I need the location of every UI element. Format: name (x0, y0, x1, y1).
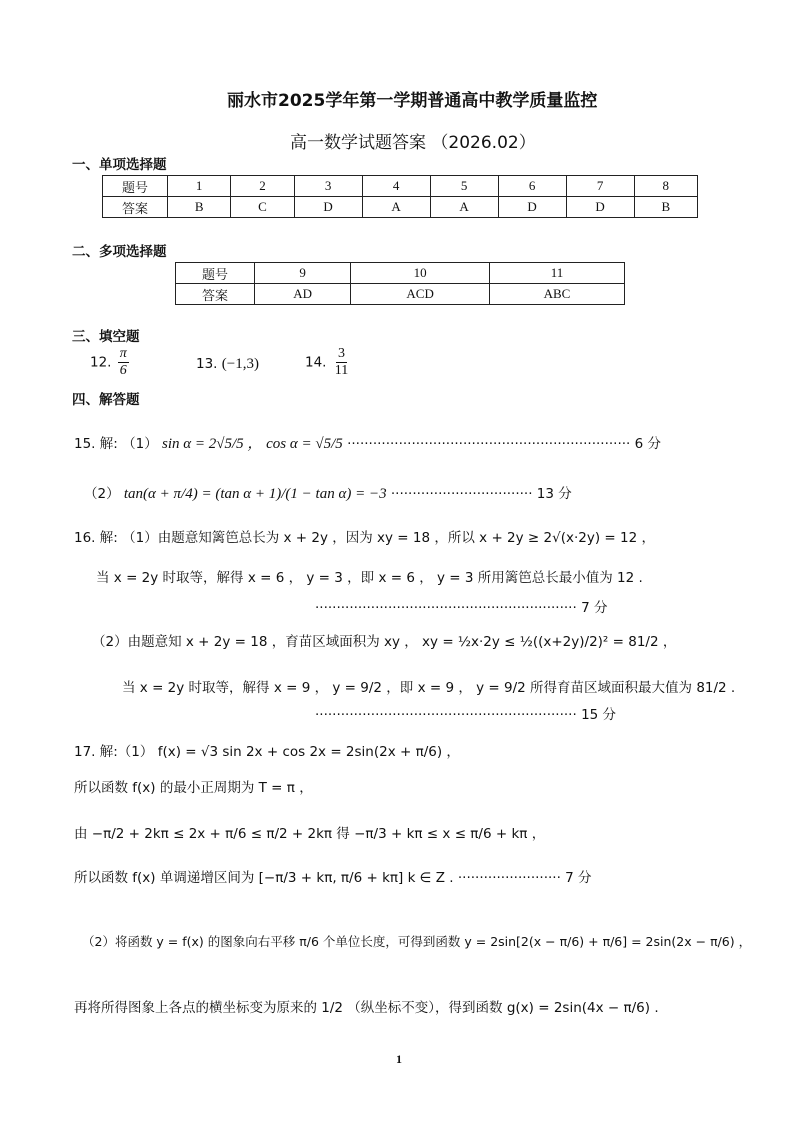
q17-line4 (74, 866, 592, 886)
numerator: 3 (338, 346, 346, 361)
answer-cell: C (231, 197, 294, 218)
score-dots: ························ (457, 870, 561, 886)
answer-cell: A (362, 197, 430, 218)
table-row (176, 284, 625, 305)
section-heading-multi-choice: 二、多项选择题 (72, 244, 167, 260)
question-number: 9 (255, 263, 351, 284)
row-label: 题号 (103, 176, 168, 197)
question-label: 12. (90, 354, 112, 371)
answer-cell: B (168, 197, 231, 218)
question-number: 8 (634, 176, 697, 197)
answer-cell: A (430, 197, 498, 218)
q15-line1 (74, 432, 661, 453)
q17-line1: 17. 解:（1） f(x) = √3 sin 2x + cos 2x = 2sin(2x + π/6) ， (74, 744, 460, 760)
question-number: 2 (231, 176, 294, 197)
answer-13 (196, 356, 259, 373)
page-number: 1 (396, 1052, 402, 1066)
question-number: 1 (168, 176, 231, 197)
math-expression: sin α = 2√5/5 ， cos α = √5/5 (162, 436, 343, 452)
answer-14 (305, 346, 352, 379)
question-label: 13. (196, 356, 218, 372)
denominator: 6 (119, 363, 127, 378)
q17-line6: 再将所得图象上各点的横坐标变为原来的 1/2 （纵坐标不变），得到函数 g(x) = 2sin(4x − π/6) . (74, 1000, 659, 1016)
q16-line1: 16. 解: （1）由题意知篱笆总长为 x + 2y ，因为 xy = 18 ，所以 x + 2y ≥ 2√(x·2y) = 12 ， (74, 530, 655, 546)
q16-line2: 当 x = 2y 时取等，解得 x = 6 ， y = 3 ，即 x = 6 ， y = 3 所用篱笆总长最小值为 12 . (96, 570, 643, 586)
q16-score1 (315, 596, 607, 616)
score-dots: ····························································· (315, 707, 577, 723)
single-choice-answer-table (102, 175, 698, 218)
q16-line4: 当 x = 2y 时取等，解得 x = 9 ， y = 9/2 ，即 x = 9 ， y = 9/2 所得育苗区域面积最大值为 81/2 . (122, 680, 736, 696)
fraction (333, 346, 350, 379)
question-number: 7 (566, 176, 634, 197)
document-subtitle: 高一数学试题答案 （2026.02） (290, 133, 536, 153)
score-label: 7 分 (565, 870, 592, 886)
section-heading-single-choice: 一、单项选择题 (72, 157, 167, 173)
table-row (103, 176, 698, 197)
question-number: 10 (351, 263, 490, 284)
q16-score2 (315, 703, 616, 723)
numerator: π (119, 346, 127, 361)
row-label: 答案 (176, 284, 255, 305)
math-expression: tan(α + π/4) = (tan α + 1)/(1 − tan α) = −3 (123, 486, 387, 502)
answer-cell: D (498, 197, 566, 218)
table-row (103, 197, 698, 218)
question-number: 11 (489, 263, 624, 284)
row-label: 题号 (176, 263, 255, 284)
answer-12 (90, 346, 131, 379)
answer-cell: ACD (351, 284, 490, 305)
score-dots: ································· (390, 486, 533, 502)
score-dots: ····························································· (315, 600, 577, 616)
question-prefix: （2） (84, 486, 120, 502)
question-label: 14. (305, 354, 327, 371)
question-prefix: 15. 解: （1） (74, 436, 158, 452)
multi-choice-answer-table (175, 262, 625, 305)
q16-line3: （2）由题意知 x + 2y = 18 ，育苗区域面积为 xy ， xy = ½x·2y ≤ ½((x+2y)/2)² = 81/2 ， (92, 634, 677, 650)
answer-cell: ABC (489, 284, 624, 305)
denominator: 11 (334, 363, 349, 378)
score-label: 15 分 (581, 707, 617, 723)
score-label: 13 分 (536, 486, 572, 502)
q17-line5: （2）将函数 y = f(x) 的图象向右平移 π/6 个单位长度，可得到函数 y = 2sin[2(x − π/6) + π/6] = 2sin(2x − π/6) ， (82, 934, 752, 949)
section-heading-solutions: 四、解答题 (72, 392, 140, 408)
question-number: 4 (362, 176, 430, 197)
table-row (176, 263, 625, 284)
fraction (118, 346, 129, 379)
q17-line2: 所以函数 f(x) 的最小正周期为 T = π ， (74, 780, 313, 796)
q15-line2 (84, 482, 572, 503)
answer-cell: AD (255, 284, 351, 305)
answer-cell: D (566, 197, 634, 218)
question-number: 5 (430, 176, 498, 197)
answer-cell: B (634, 197, 697, 218)
answer-cell: D (294, 197, 362, 218)
section-heading-fill-in: 三、填空题 (72, 329, 140, 345)
document-title: 丽水市2025学年第一学期普通高中教学质量监控 (227, 91, 598, 111)
answer-value: (−1,3) (221, 356, 259, 372)
score-label: 7 分 (581, 600, 608, 616)
question-number: 3 (294, 176, 362, 197)
q17-line3: 由 −π/2 + 2kπ ≤ 2x + π/6 ≤ π/2 + 2kπ 得 −π/3 + kπ ≤ x ≤ π/6 + kπ ， (74, 826, 546, 842)
row-label: 答案 (103, 197, 168, 218)
score-label: 6 分 (634, 436, 662, 452)
score-dots: ·································································· (347, 436, 631, 452)
question-number: 6 (498, 176, 566, 197)
math-expression: 所以函数 f(x) 单调递增区间为 [−π/3 + kπ, π/6 + kπ] k ∈ Z . (74, 870, 454, 886)
